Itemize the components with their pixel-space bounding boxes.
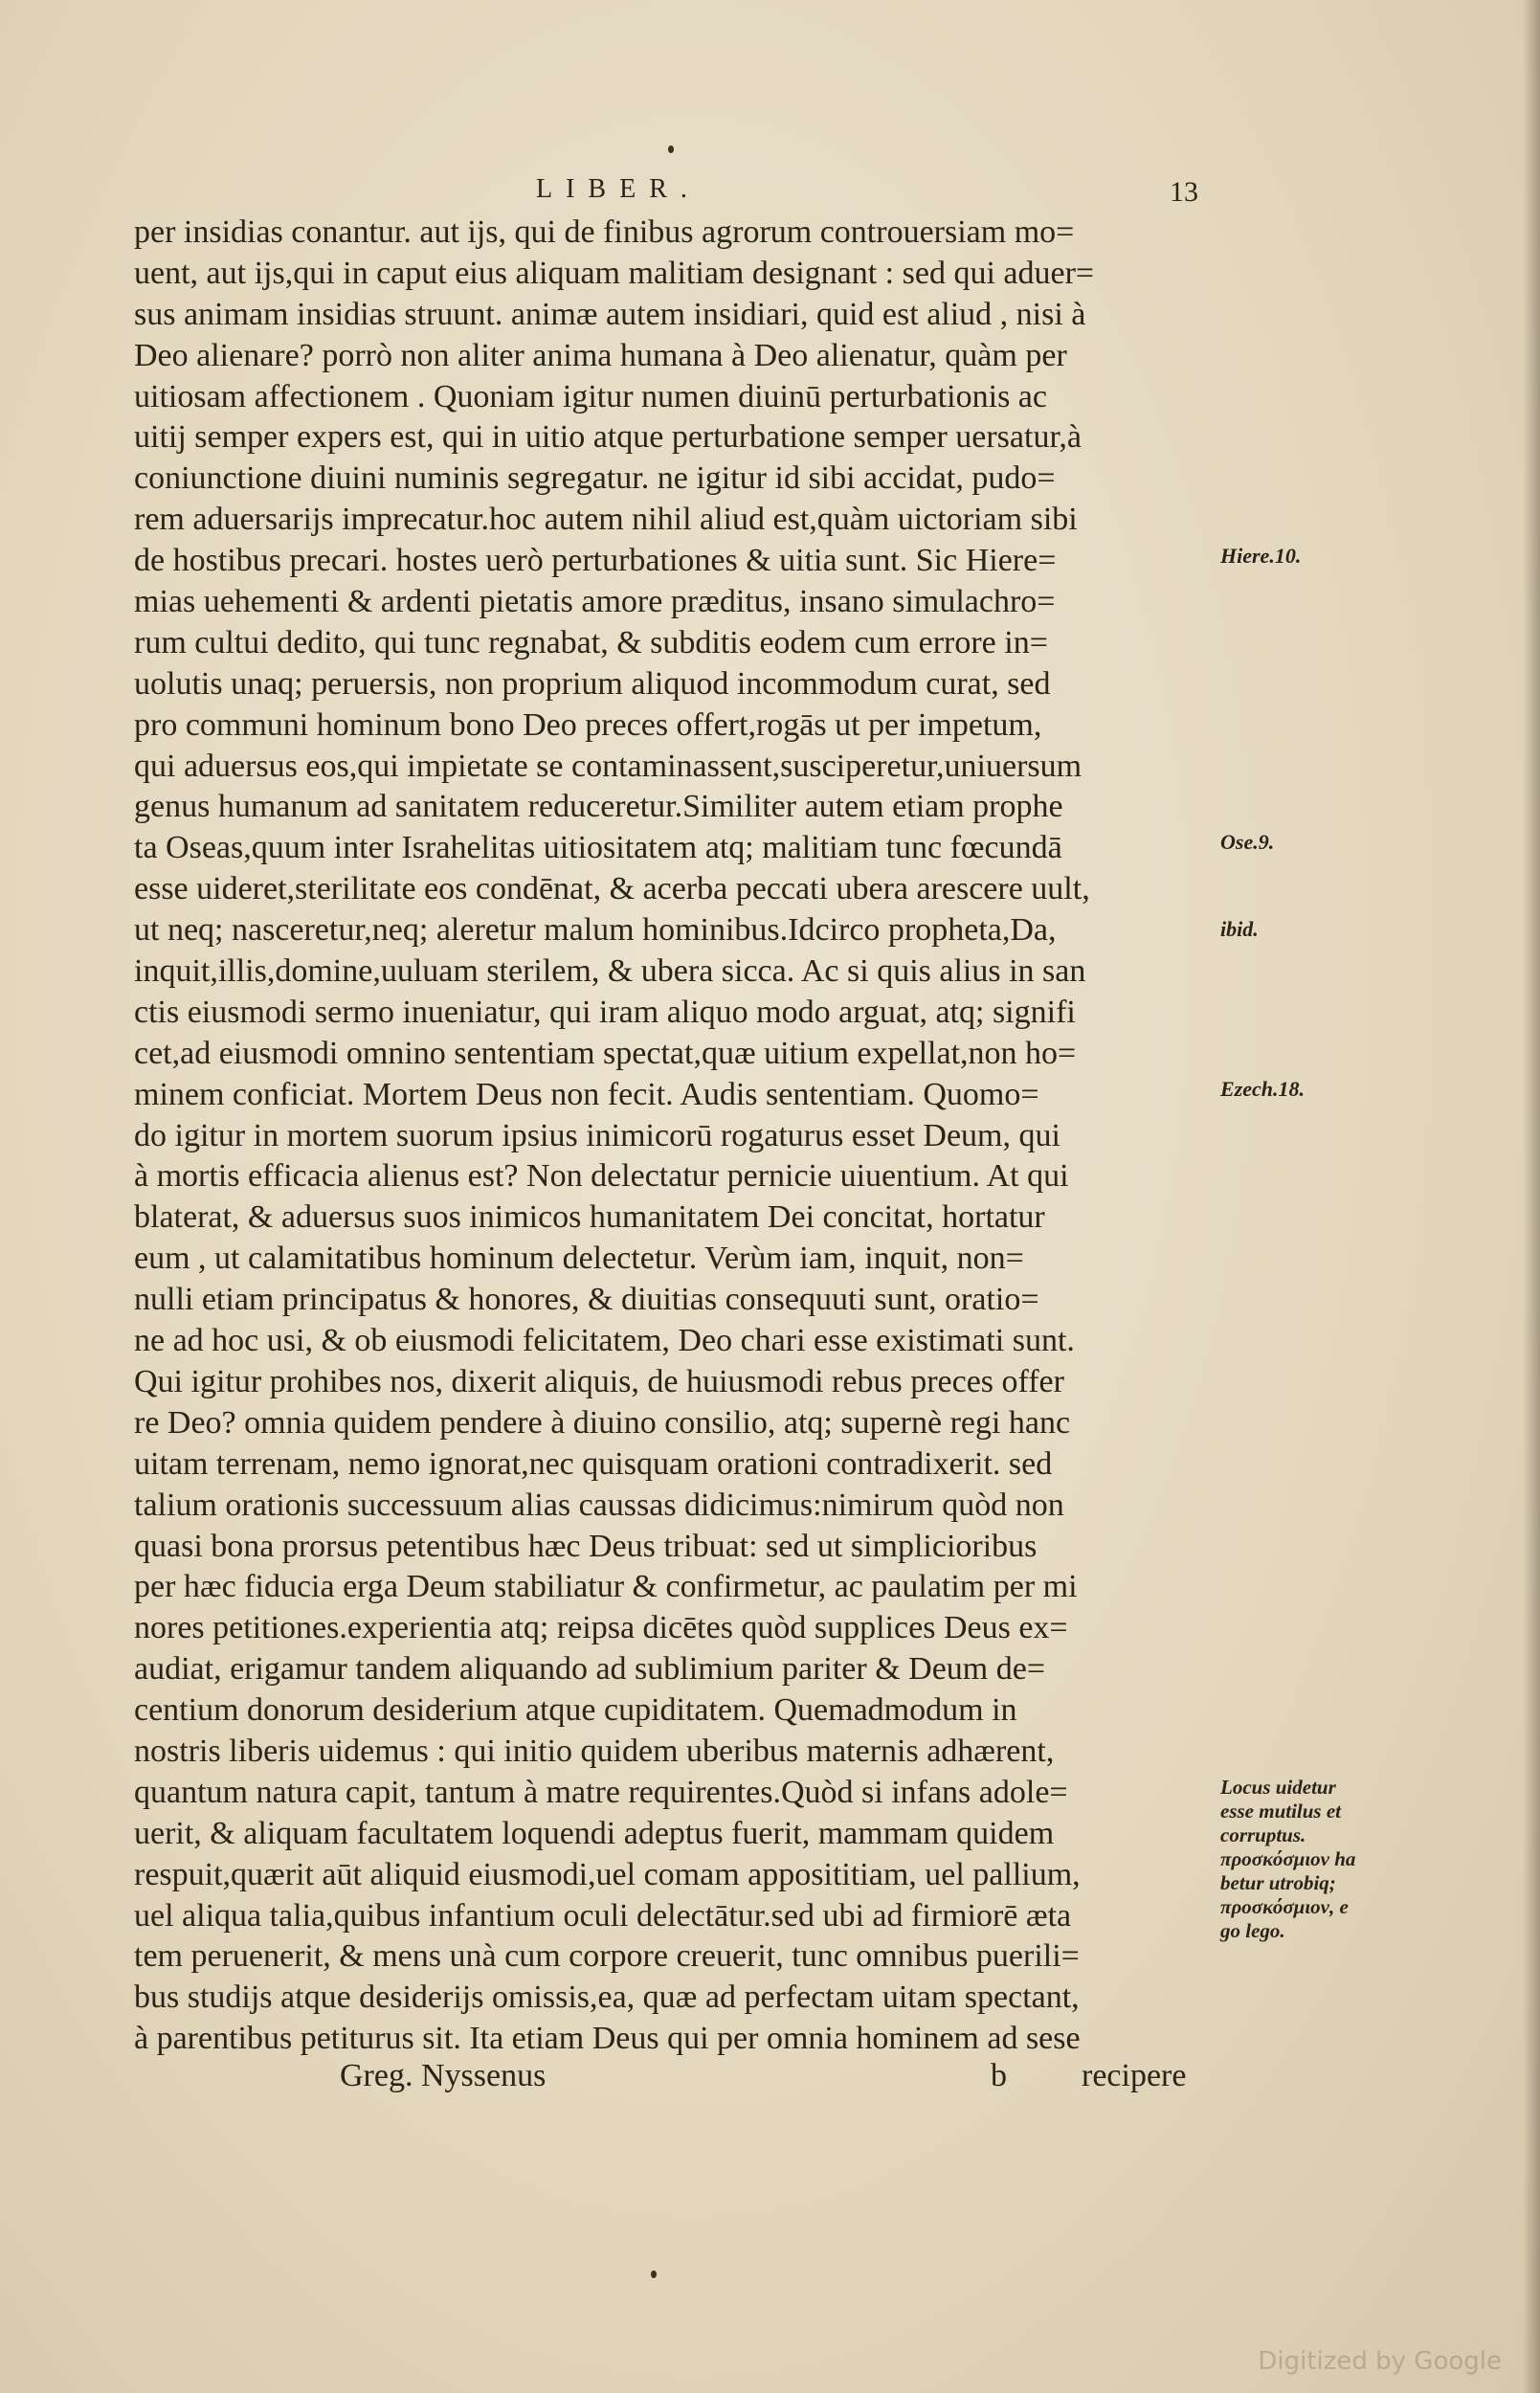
text-line: uel aliqua talia,quibus infantium oculi delectātur.sed ubi ad firmiorē ætа <box>134 1897 1072 1934</box>
margin-note-line: esse mutilus et <box>1220 1800 1342 1823</box>
catchword: recipere <box>1082 2058 1187 2093</box>
margin-note-line: προσκόσμιον, e <box>1220 1895 1349 1918</box>
text-line: tem peruenerit, & mens unà cum corpore creuerit, tunc omnibus puerili= <box>134 1938 1080 1975</box>
text-line: respuit,quærit aūt aliquid eiusmodi,uel comam apposititiam, uel pallium, <box>134 1856 1081 1892</box>
text-line: de hostibus precari. hostes uerò perturbationes & uitia sunt. Sic Hiere= <box>134 543 1057 579</box>
margin-note-line: Locus uidetur <box>1220 1776 1336 1799</box>
text-line: mias uehementi & ardenti pietatis amore prӕditus, insano simulachro= <box>134 584 1056 620</box>
text-line: bus studijs atque desiderijs omissis,ea, quæ ad perfectam uitam spectant, <box>134 1979 1080 2016</box>
page-footer <box>134 2058 1216 2100</box>
margin-note-ose: Ose.9. <box>1220 830 1275 854</box>
ink-speck <box>651 2270 657 2278</box>
text-line: à mortis efficacia alienus est? Non delectatur pernicie uiuentium. At qui <box>134 1158 1069 1195</box>
text-line: blaterat, & aduersus suos inimicos humanitatem Dei concitat, hortatur <box>134 1199 1045 1236</box>
margin-note-ezech: Ezech.18. <box>1220 1077 1305 1101</box>
page-edge-shadow <box>1523 0 1540 2393</box>
text-line: re Deo? omnia quidem pendere à diuino consilio, atq; supernè regi hanc <box>134 1404 1071 1441</box>
text-line: rum cultui dedito, qui tunc regnabat, & subditis eodem cum errore in= <box>134 624 1048 660</box>
signature-title: Greg. Nyssenus <box>340 2058 547 2093</box>
text-line: ne ad hoc usi, & ob eiusmodi felicitatem, Deo chari esse existimati sunt. <box>134 1323 1075 1359</box>
text-line: audiat, erigamur tandem aliquando ad sublimium pariter & Deum de= <box>134 1651 1046 1688</box>
text-line: ctis eiusmodi sermo inueniatur, qui iram aliquo modo arguat, atq; signifi <box>134 994 1076 1030</box>
text-line: esse uideret,sterilitate eos condēnat, & acerba peccati ubera arescere uult, <box>134 871 1090 907</box>
text-line: à parentibus petiturus sit. Ita etiam Deus qui per omnia hominem ad sese <box>134 2021 1081 2057</box>
text-line: uitij semper expers est, qui in uitio atque perturbatione semper uersatur,à <box>134 419 1082 456</box>
text-line: ta Oseas,quum inter Israhelitas uitiositatem atq; malitiam tunc fœcundā <box>134 830 1062 866</box>
text-line: genus humanum ad sanitatem reduceretur.Similiter autem etiam prophe <box>134 789 1063 825</box>
margin-note-line: go lego. <box>1220 1919 1285 1942</box>
text-line: uolutis unaq; peruersis, non proprium aliquod incommodum curat, sed <box>134 665 1051 702</box>
margin-note-hiere: Hiere.10. <box>1220 544 1302 568</box>
text-line: rem aduersarijs imprecatur.hoc autem nihil aliud est,quàm uictoriam sibi <box>134 502 1078 538</box>
margin-note-ibid: ibid. <box>1220 917 1259 941</box>
page-number: 13 <box>1170 176 1198 208</box>
text-line: nostris liberis uidemus : qui initio quidem uberibus maternis adhærent, <box>134 1733 1055 1769</box>
margin-note-line: betur utrobiq; <box>1220 1871 1336 1894</box>
text-line: uitiosam affectionem . Quoniam igitur numen diuinū perturbationis ac <box>134 378 1047 414</box>
text-line: nulli etiam principatus & honores, & diuitias consequuti sunt, oratio= <box>134 1282 1039 1318</box>
body-text <box>134 212 1216 2060</box>
text-line: nores petitiones.experientia atq; reipsa dicētes quòd supplices Deus ex= <box>134 1610 1068 1646</box>
text-line: ut neq; nasceretur,neq; aleretur malum hominibus.Idcirco propheta,Da, <box>134 912 1057 949</box>
text-line: uerit, & aliquam facultatem loquendi adeptus fuerit, mammam quidem <box>134 1815 1055 1851</box>
digitization-watermark: Digitized by Google <box>1258 2347 1502 2376</box>
text-line: inquit,illis,domine,uuluam sterilem, & ubera sicca. Ac si quis alius in san <box>134 953 1086 990</box>
text-line: pro communi hominum bono Deo preces offert,rogās ut per impetum, <box>134 706 1042 743</box>
margin-note-locus <box>1220 1776 1373 1943</box>
margin-note-line: προσκόσμιον ha <box>1220 1847 1356 1870</box>
text-line: Deo alienare? porrò non aliter anima humana à Deo alienatur, quàm per <box>134 337 1067 373</box>
text-line: quantum natura capit, tantum à matre requirentes.Quòd si infans adole= <box>134 1774 1068 1810</box>
text-line: quasi bona prorsus petentibus hæc Deus tribuat: sed ut simplicioribus <box>134 1528 1038 1564</box>
signature-mark: b <box>991 2058 1007 2093</box>
text-line: eum , ut calamitatibus hominum delectetur. Verùm iam, inquit, non= <box>134 1241 1024 1277</box>
text-line: per insidias conantur. aut ijs, qui de finibus agrorum controuersiam mo= <box>134 214 1075 250</box>
text-line: qui aduersus eos,qui impietate se contaminassent,susciperetur,uniuersum <box>134 748 1082 784</box>
text-line: centium donorum desiderium atque cupiditatem. Quemadmodum in <box>134 1692 1017 1729</box>
text-line: minem conficiat. Mortem Deus non fecit. Audis sententiam. Quomo= <box>134 1076 1039 1112</box>
text-line: uitam terrenam, nemo ignorat,nec quisquam orationi contradixerit. sed <box>134 1445 1053 1482</box>
text-line: per hæc fiducia erga Deum stabiliatur & confirmetur, ac paulatim per mi <box>134 1569 1078 1605</box>
text-line: sus animam insidias struunt. animæ autem insidiari, quid est aliud , nisi à <box>134 296 1086 332</box>
text-line: Qui igitur prohibes nos, dixerit aliquis, de huiusmodi rebus preces offer <box>134 1363 1064 1399</box>
running-head: LIBER. <box>536 174 701 204</box>
text-line: cet,ad eiusmodi omnino sententiam spectat,quæ uitium expellat,non ho= <box>134 1035 1077 1071</box>
ink-speck <box>668 145 674 153</box>
margin-note-line: corruptus. <box>1220 1823 1306 1846</box>
text-line: do igitur in mortem suorum ipsius inimicorū rogaturus esset Deum, qui <box>134 1117 1060 1153</box>
text-line: coniunctione diuini numinis segregatur. ne igitur id sibi accidat, pudo= <box>134 460 1056 497</box>
text-line: talium orationis successuum alias caussas didicimus:nimirum quòd non <box>134 1487 1064 1523</box>
text-line: uent, aut ijs,qui in caput eius aliquam malitiam designant : sed qui aduer= <box>134 255 1095 291</box>
